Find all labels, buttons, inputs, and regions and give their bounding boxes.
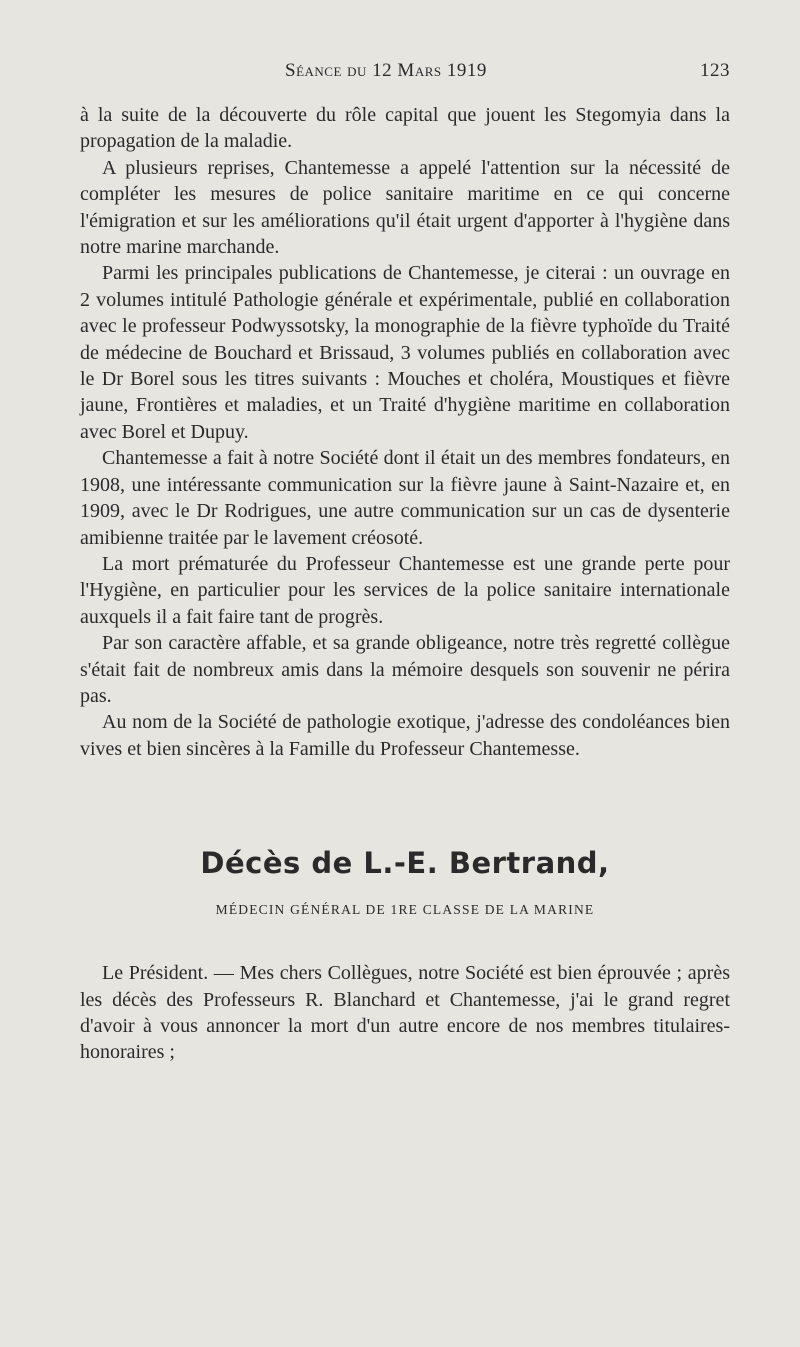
paragraph: Au nom de la Société de pathologie exotique, j'adresse des condoléances bien vives et bien sincères à la Famille du Professeur Chantemesse. — [80, 711, 730, 760]
paragraph: La mort prématurée du Professeur Chantemesse est une grande perte pour l'Hygiène, en particulier pour les services de la police sanitaire internationale auxquels il a fait faire tant de progrès. — [80, 552, 730, 628]
running-header — [80, 60, 730, 90]
paragraph: Chantemesse a fait à notre Société dont il était un des membres fondateurs, en 1908, une intéressante communication sur la fièvre jaune à Saint-Nazaire et, en 1909, avec le Dr Rodrigues, une autre communication sur un cas de dysenterie amibienne traitée par le lavement créosoté. — [80, 447, 730, 549]
article-body — [80, 102, 730, 762]
page-content — [80, 60, 730, 1066]
paragraph: A plusieurs reprises, Chantemesse a appelé l'attention sur la nécessité de compléter les mesures de police sanitaire maritime en ce qui concerne l'émigration et sur les améliorations qu'il était urgent d'apporter à l'hygiène dans notre marine marchande. — [80, 156, 730, 259]
running-title: Séance du 12 Mars 1919 — [285, 60, 487, 81]
paragraph: Parmi les principales publications de Chantemesse, je citerai : un ouvrage en 2 volumes intitulé Pathologie générale et expérimentale, publié en collaboration avec le professeur Podwyssotsky, la monographie de la fièvre typhoïde du Traité de médecine de Bouchard et Brissaud, 3 volumes publiés en collaboration avec le Dr Borel sous les titres suivants : Mouches et choléra, Moustiques et fièvre jaune, Frontières et maladies, et un Traité d'hygiène maritime en collaboration avec Borel et Dupuy. — [80, 262, 730, 443]
section-heading: Décès de L.-E. Bertrand, — [200, 846, 610, 881]
paragraph: à la suite de la découverte du rôle capital que jouent les Stegomyia dans la propagation de la maladie. — [80, 104, 730, 153]
paragraph: Par son caractère affable, et sa grande obligeance, notre très regretté collègue s'était fait de nombreux amis dans la mémoire desquels son souvenir ne périra pas. — [80, 632, 730, 707]
page-number: 123 — [700, 60, 730, 81]
section-subtitle: MÉDECIN GÉNÉRAL DE 1RE CLASSE DE LA MARINE — [215, 902, 595, 918]
section-body — [80, 960, 730, 1066]
paragraph: Le Président. — Mes chers Collègues, notre Société est bien éprouvée ; après les décès des Professeurs R. Blanchard et Chantemesse, j'ai le grand regret d'avoir à vous annoncer la mort d'un autre encore de nos membres titulaires-honoraires ; — [80, 962, 730, 1064]
